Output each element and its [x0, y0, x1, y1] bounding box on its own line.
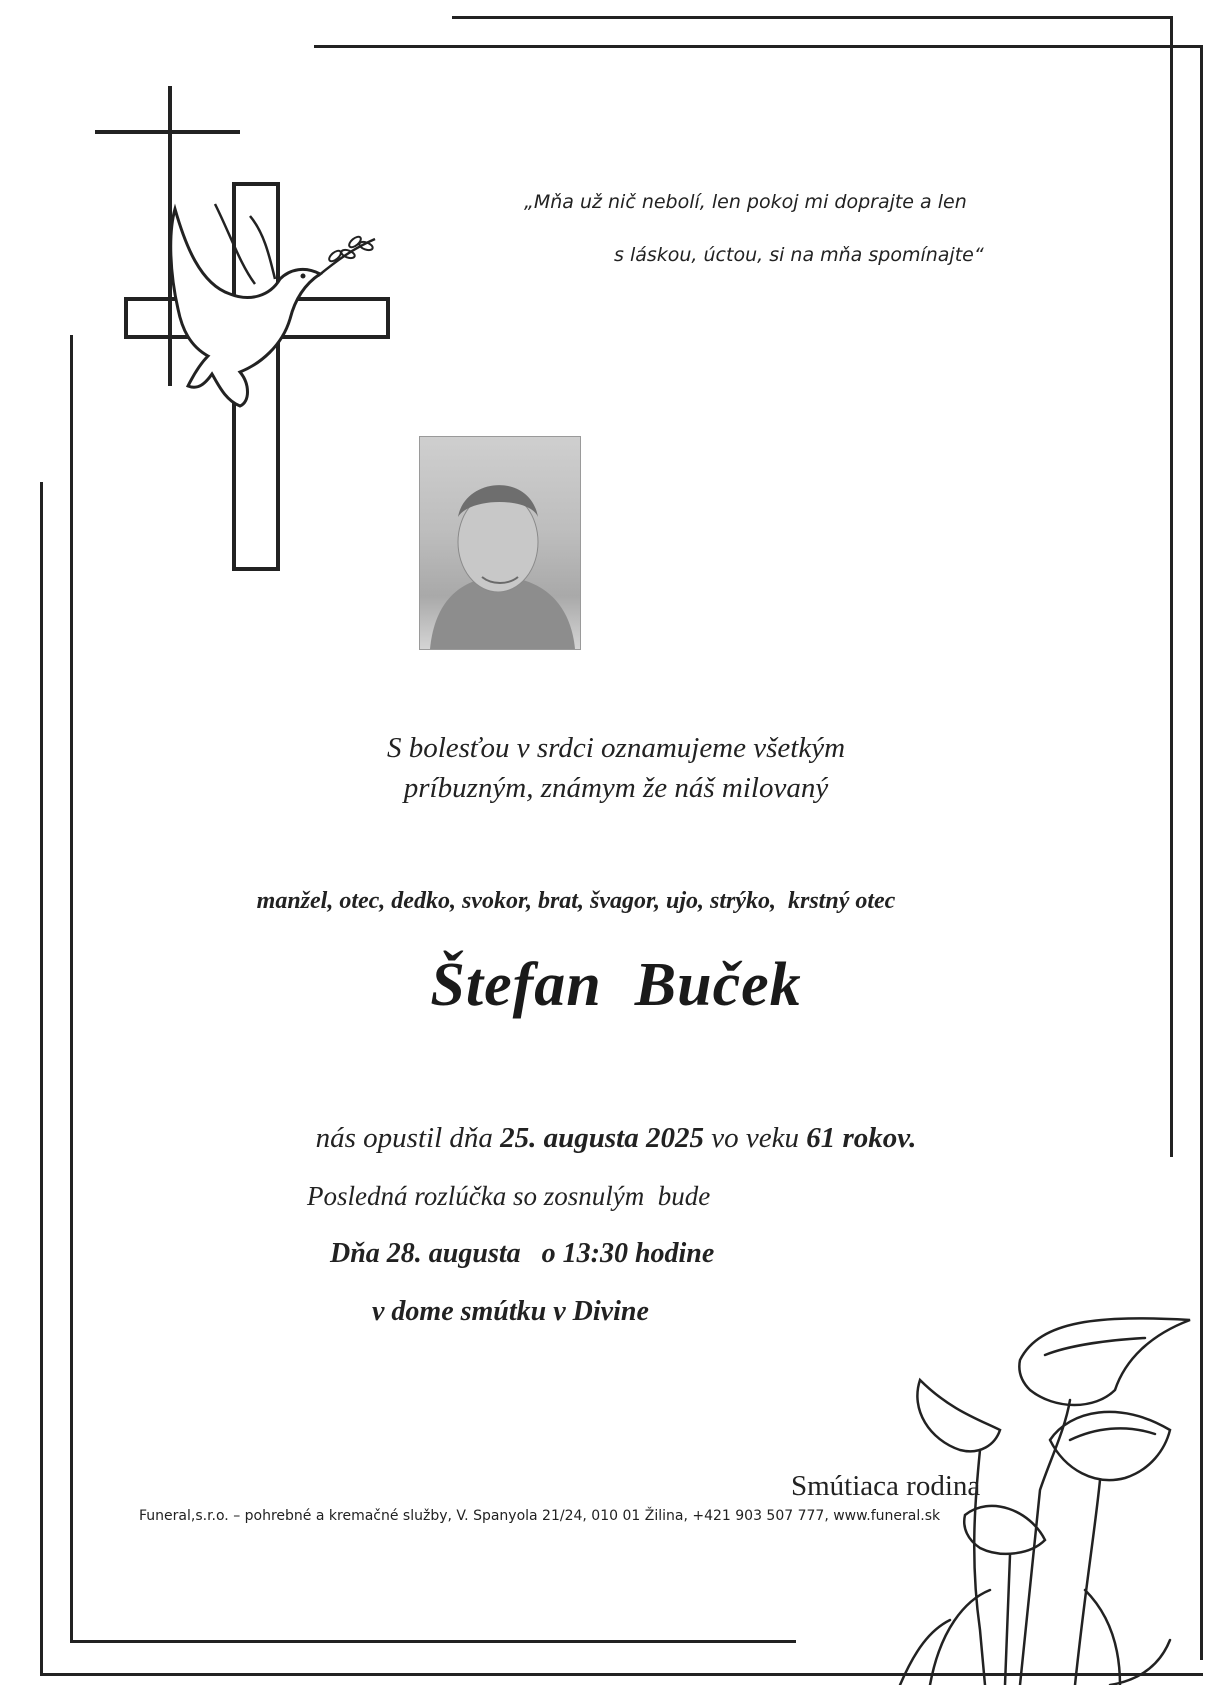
farewell-intro: Posledná rozlúčka so zosnulým bude: [307, 1181, 711, 1211]
frame-right-outer: [1200, 45, 1203, 1660]
death-age: 61 rokov.: [806, 1122, 917, 1154]
death-prefix: nás opustil dňa: [315, 1122, 493, 1154]
relations-line: manžel, otec, dedko, svokor, brat, švagor, ujo, strýko, krstný otec: [256, 888, 896, 914]
signature: Smútiaca rodina: [791, 1470, 981, 1502]
farewell-place: v dome smútku v Divine: [372, 1296, 649, 1327]
motto-line-2: s láskou, úctou, si na mňa spomínajte“: [614, 244, 984, 266]
announcement-line-2: príbuzným, známym že náš milovaný: [403, 772, 829, 804]
motto-line-1: „Mňa už nič nebolí, len pokoj mi doprajte a len: [524, 191, 967, 213]
announcement-text: [0, 728, 1232, 808]
deceased-name: Štefan Buček: [430, 951, 802, 1019]
frame-top-outer: [314, 45, 1203, 48]
frame-left-outer: [40, 482, 43, 1675]
frame-bottom-inner: [70, 1640, 796, 1643]
farewell-datetime: Dňa 28. augusta o 13:30 hodine: [330, 1238, 715, 1269]
cross-with-dove-icon: [90, 84, 400, 574]
death-date: 25. augusta 2025: [500, 1122, 704, 1154]
announcement-line-1: S bolesťou v srdci oznamujeme všetkým: [386, 732, 846, 764]
frame-top-inner: [452, 16, 1170, 19]
death-line: [0, 1122, 1232, 1155]
death-middle: vo veku: [711, 1122, 799, 1154]
portrait-photo: [419, 436, 581, 650]
funeral-service-footer: Funeral,s.r.o. – pohrebné a kremačné služby, V. Spanyola 21/24, 010 01 Žilina, +421 903 507 777, www.funeral.sk: [139, 1508, 941, 1524]
